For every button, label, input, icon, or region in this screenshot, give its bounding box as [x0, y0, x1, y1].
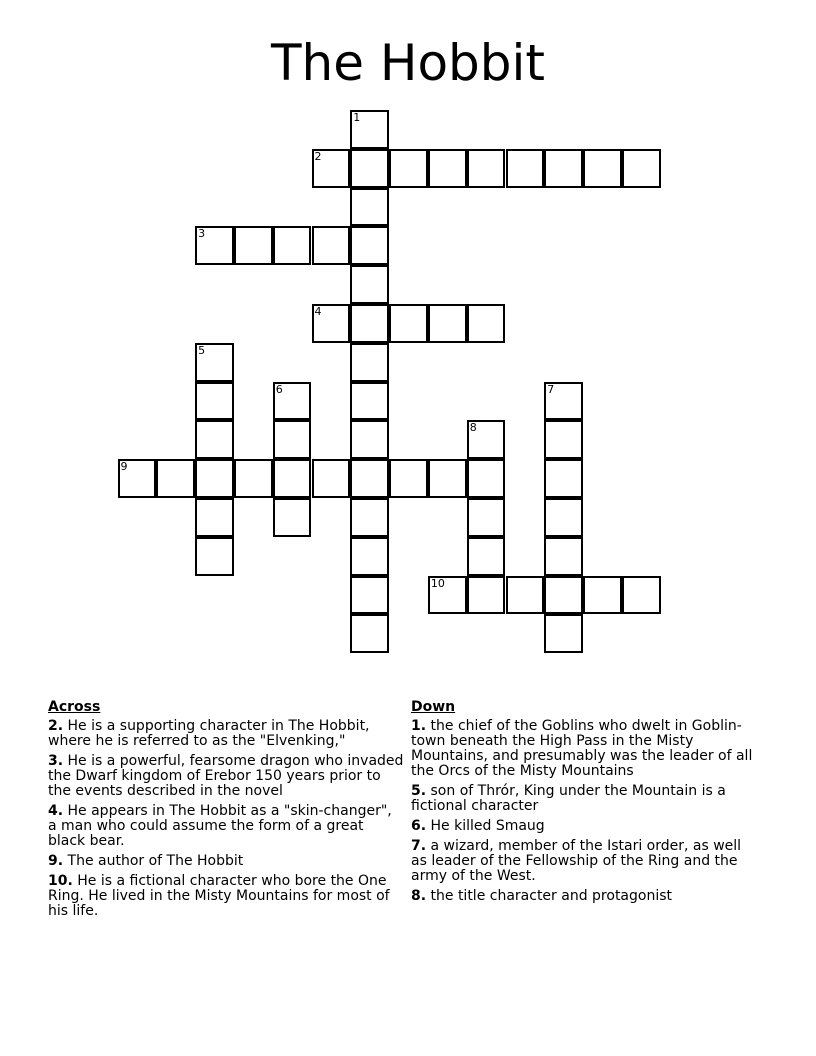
crossword-cell[interactable]	[428, 304, 467, 343]
crossword-cell[interactable]	[350, 420, 389, 459]
down-clue	[411, 784, 761, 814]
clue-number: 8	[469, 421, 477, 435]
across-clue	[48, 754, 404, 799]
crossword-cell[interactable]	[350, 382, 389, 421]
crossword-cell[interactable]	[544, 537, 583, 576]
clue-text: He appears in The Hobbit as a "skin-changer", a man who could assume the form of a great black bear.	[48, 803, 392, 849]
clue-text: He is a powerful, fearsome dragon who invaded the Dwarf kingdom of Erebor 150 years prior to the events described in the novel	[48, 753, 404, 799]
crossword-cell[interactable]	[544, 459, 583, 498]
crossword-cell[interactable]	[273, 459, 312, 498]
across-clue	[48, 874, 404, 919]
crossword-cell[interactable]	[544, 498, 583, 537]
crossword-cell[interactable]	[467, 304, 506, 343]
clue-num: 9.	[48, 853, 64, 869]
crossword-cell[interactable]	[312, 226, 351, 265]
crossword-cell[interactable]	[273, 382, 312, 421]
clue-num: 5.	[411, 783, 427, 799]
crossword-cell[interactable]	[195, 498, 234, 537]
clue-num: 3.	[48, 753, 64, 769]
crossword-cell[interactable]	[350, 459, 389, 498]
clue-num: 6.	[411, 818, 427, 834]
crossword-cell[interactable]	[350, 343, 389, 382]
crossword-cell[interactable]	[583, 576, 622, 615]
across-clue	[48, 804, 404, 849]
clue-number: 5	[198, 343, 206, 357]
crossword-cell[interactable]	[118, 459, 157, 498]
clue-number: 6	[275, 382, 283, 396]
down-clue	[411, 819, 761, 834]
crossword-cell[interactable]	[195, 537, 234, 576]
crossword-cell[interactable]	[506, 149, 545, 188]
crossword-cell[interactable]	[350, 149, 389, 188]
crossword-cell[interactable]	[467, 576, 506, 615]
crossword-cell[interactable]	[195, 226, 234, 265]
down-clues	[411, 700, 761, 909]
clue-number: 4	[314, 305, 322, 318]
clue-num: 8.	[411, 888, 427, 904]
crossword-cell[interactable]	[506, 576, 545, 615]
crossword-cell[interactable]	[350, 110, 389, 149]
crossword-cell[interactable]	[389, 149, 428, 188]
crossword-cell[interactable]	[350, 614, 389, 653]
crossword-cell[interactable]	[467, 459, 506, 498]
clue-text: He is a supporting character in The Hobbit, where he is referred to as the "Elvenking,"	[48, 718, 370, 749]
down-heading: Down	[411, 699, 456, 715]
crossword-cell[interactable]	[467, 498, 506, 537]
crossword-cell[interactable]	[544, 149, 583, 188]
clue-number: 9	[120, 460, 128, 474]
crossword-cell[interactable]	[312, 149, 351, 188]
crossword-cell[interactable]	[350, 226, 389, 265]
down-clue	[411, 839, 761, 884]
crossword-cell[interactable]	[273, 420, 312, 459]
crossword-cell[interactable]	[467, 537, 506, 576]
crossword-cell[interactable]	[156, 459, 195, 498]
crossword-cell[interactable]	[195, 382, 234, 421]
crossword-cell[interactable]	[312, 459, 351, 498]
across-clue	[48, 854, 404, 869]
crossword-cell[interactable]	[467, 149, 506, 188]
down-clue	[411, 719, 761, 779]
clue-text: son of Thrór, King under the Mountain is a fictional character	[411, 783, 726, 814]
clue-num: 2.	[48, 718, 64, 734]
clue-number: 7	[547, 382, 555, 396]
crossword-cell[interactable]	[544, 382, 583, 421]
crossword-cell[interactable]	[544, 576, 583, 615]
clue-number: 3	[198, 227, 206, 241]
crossword-cell[interactable]	[234, 226, 273, 265]
across-clue	[48, 719, 404, 749]
clue-num: 4.	[48, 803, 64, 819]
crossword-cell[interactable]	[195, 459, 234, 498]
crossword-cell[interactable]	[350, 265, 389, 304]
crossword-cell[interactable]	[389, 304, 428, 343]
crossword-cell[interactable]	[389, 459, 428, 498]
clue-text: The author of The Hobbit	[67, 853, 244, 869]
across-heading: Across	[48, 699, 101, 715]
crossword-cell[interactable]	[544, 614, 583, 653]
crossword-cell[interactable]	[195, 343, 234, 382]
page-title: The Hobbit	[270, 34, 546, 92]
crossword-cell[interactable]	[273, 226, 312, 265]
crossword-cell[interactable]	[312, 304, 351, 343]
crossword-cell[interactable]	[622, 576, 661, 615]
crossword-cell[interactable]	[350, 188, 389, 227]
crossword-cell[interactable]	[350, 576, 389, 615]
crossword-cell[interactable]	[467, 420, 506, 459]
clue-text: He killed Smaug	[430, 818, 545, 834]
crossword-cell[interactable]	[195, 420, 234, 459]
crossword-cell[interactable]	[350, 498, 389, 537]
clue-text: a wizard, member of the Istari order, as well as leader of the Fellowship of the Ring and the army of the West.	[411, 838, 742, 884]
clue-number: 10	[430, 576, 445, 590]
crossword-cell[interactable]	[234, 459, 273, 498]
clue-number: 1	[353, 111, 361, 124]
crossword-cell[interactable]	[350, 304, 389, 343]
clue-number: 2	[314, 149, 322, 163]
crossword-cell[interactable]	[273, 498, 312, 537]
crossword-cell[interactable]	[428, 459, 467, 498]
down-clue	[411, 889, 761, 904]
crossword-cell[interactable]	[544, 420, 583, 459]
clue-num: 10.	[48, 873, 73, 889]
crossword-cell[interactable]	[428, 149, 467, 188]
clue-text: the chief of the Goblins who dwelt in Goblin-town beneath the High Pass in the Misty Mountains, and presumably was the leader of all the Orcs of the Misty Mountains	[411, 718, 753, 779]
clue-num: 7.	[411, 838, 427, 854]
crossword-cell[interactable]	[583, 149, 622, 188]
clue-text: the title character and protagonist	[430, 888, 673, 904]
clue-num: 1.	[411, 718, 427, 734]
across-clues	[48, 700, 404, 924]
crossword-cell[interactable]	[428, 576, 467, 615]
crossword-cell[interactable]	[622, 149, 661, 188]
crossword-cell[interactable]	[350, 537, 389, 576]
clue-text: He is a fictional character who bore the One Ring. He lived in the Misty Mountains for most of his life.	[48, 873, 390, 919]
